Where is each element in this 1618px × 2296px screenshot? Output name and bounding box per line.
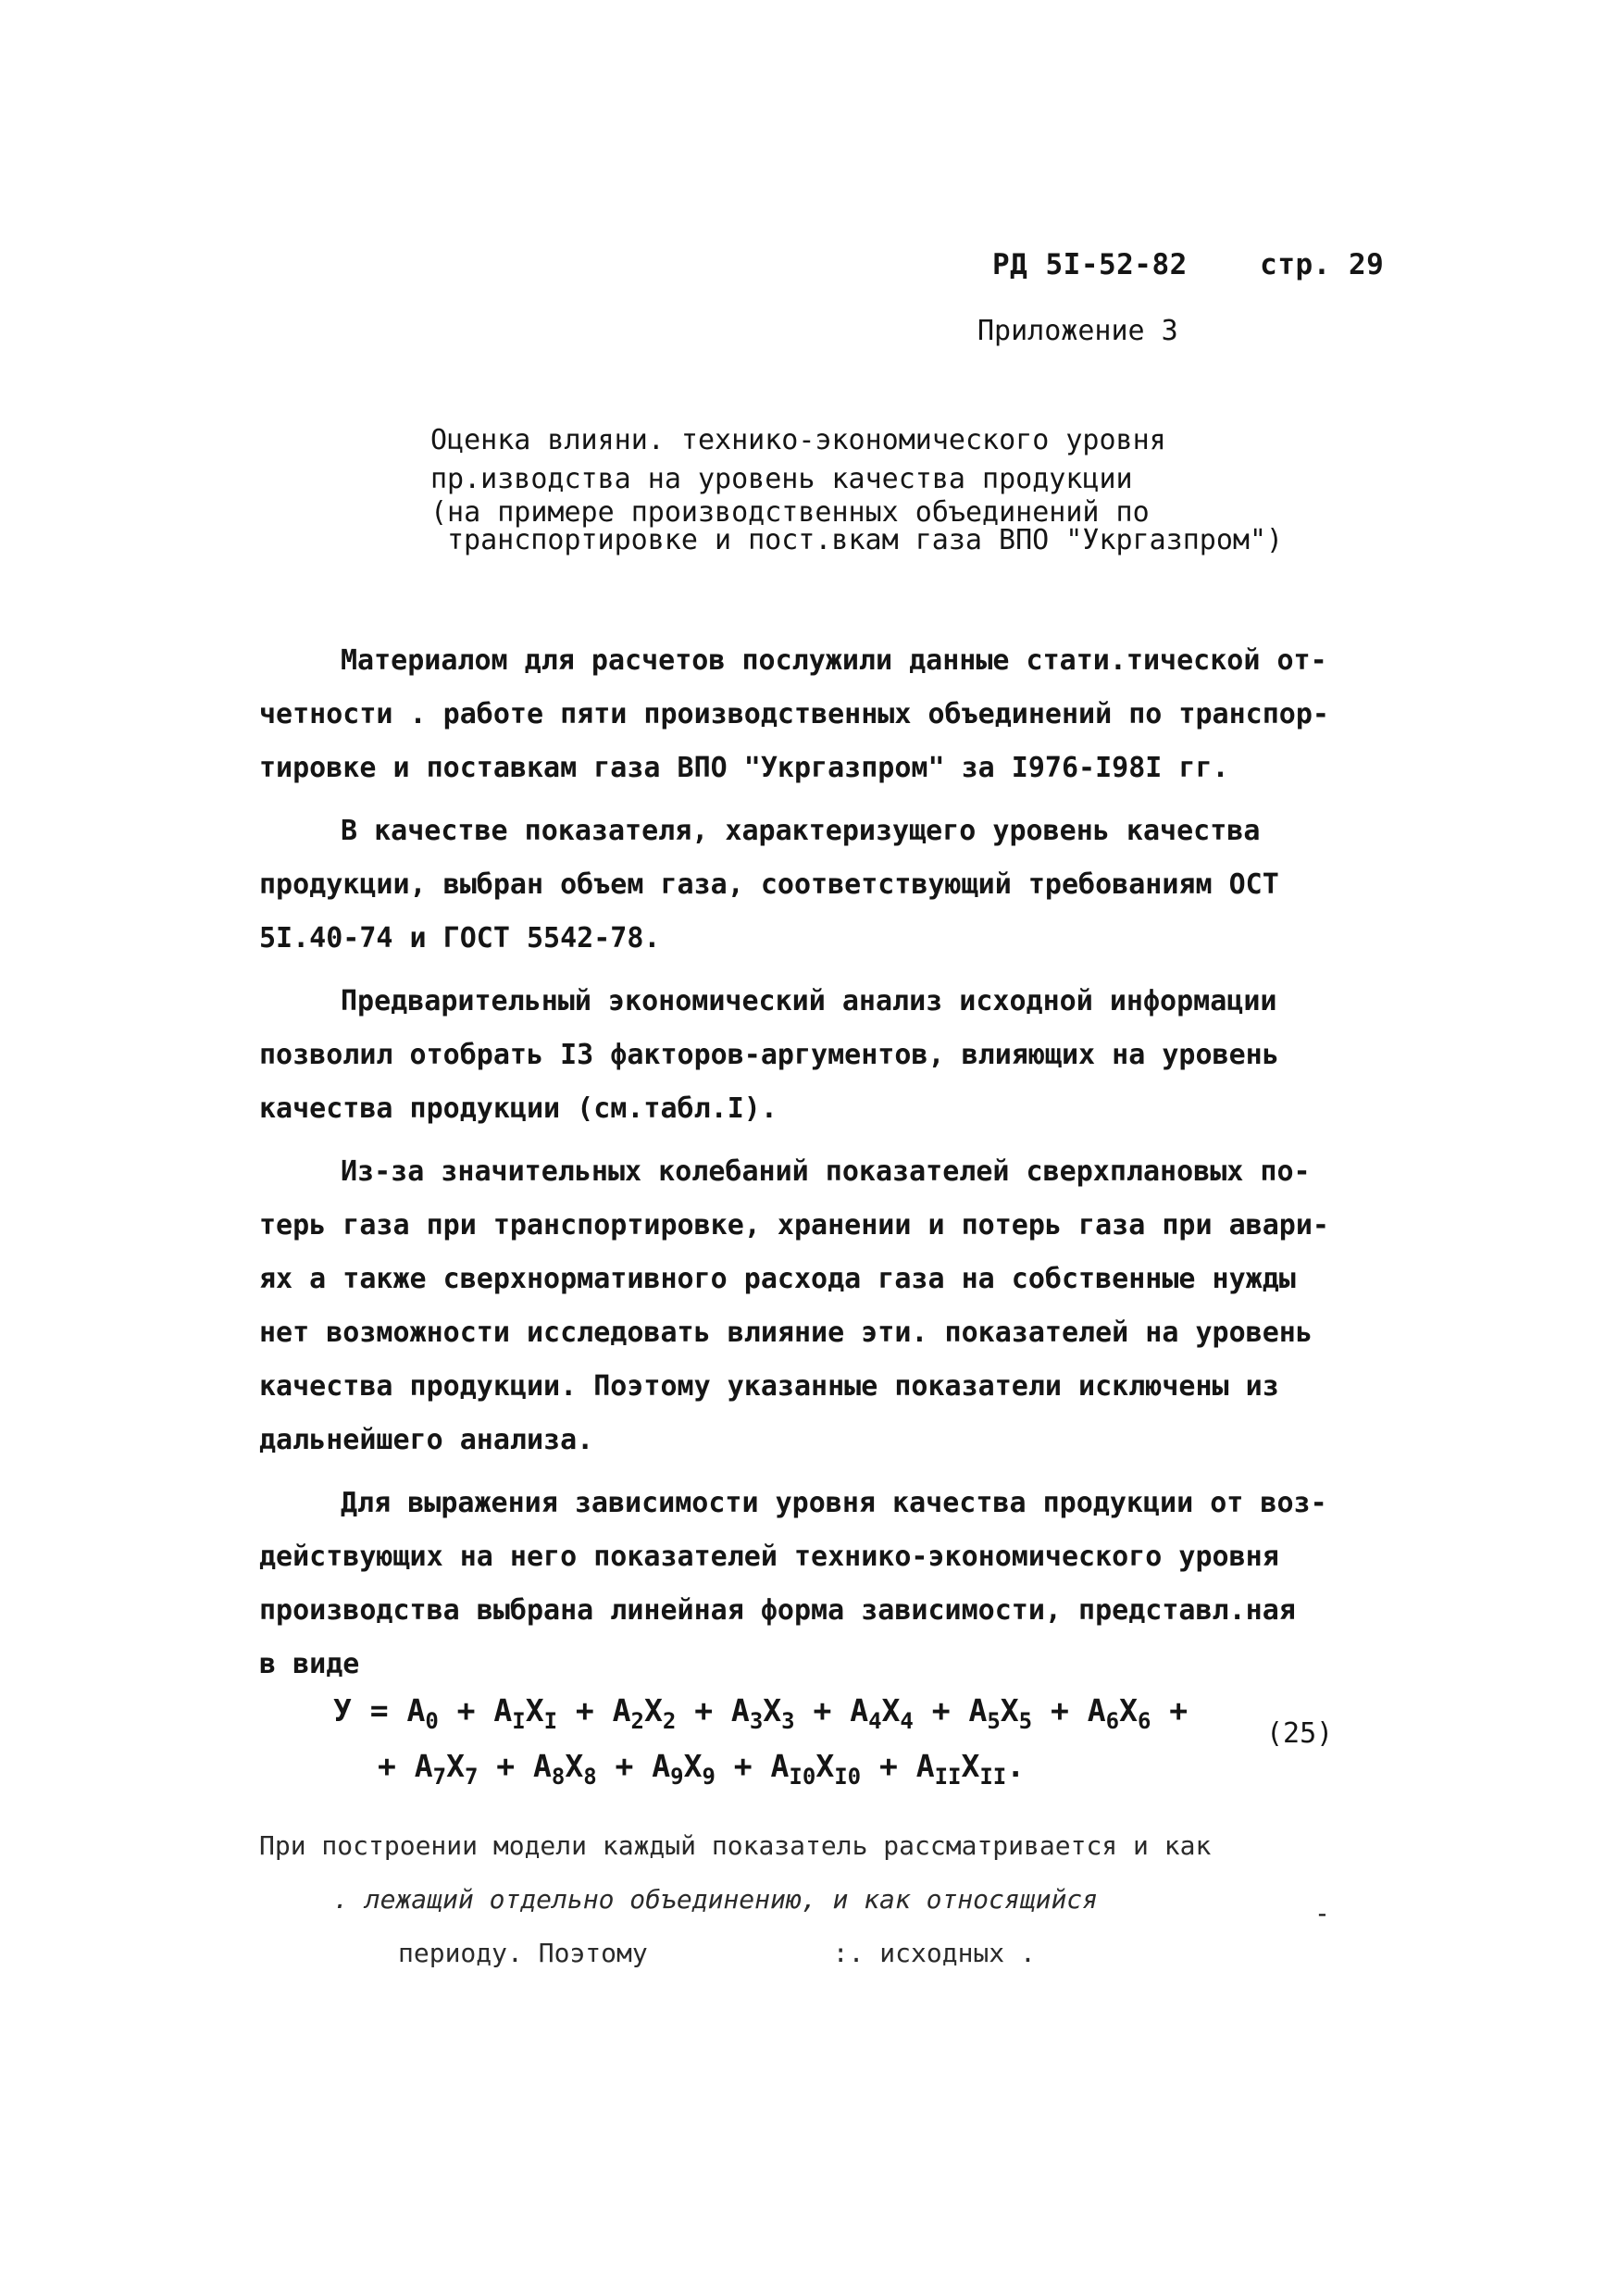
text-fragment: :. исходных [832, 1938, 1005, 1968]
text-fragment: периоду. Поэтому [398, 1938, 648, 1968]
text-line: дальнейшего анализа. [259, 1424, 594, 1456]
text-line: Из-за значительных колебаний показателей сверхплановых по- [341, 1155, 1311, 1188]
text-line: терь газа при транспортировке, хранении и потерь газа при авари- [259, 1209, 1329, 1242]
text-line: Для выражения зависимости уровня качества продукции от воз- [341, 1487, 1327, 1519]
title-line-3: (на примере производственных объединений по [430, 496, 1150, 529]
text-line: нет возможности исследовать влияние эти. показателей на уровень [259, 1316, 1313, 1349]
equation-number: (25) [1266, 1717, 1334, 1750]
text-line [259, 1927, 1351, 1980]
text-line: качества продукции. Поэтому указанные показатели исключены из [259, 1370, 1279, 1403]
title-line-1: Оценка влияни. технико-экономического уровня [430, 424, 1166, 456]
paragraph-2 [259, 805, 1351, 966]
paragraph-4 [259, 1145, 1351, 1467]
paragraph-1 [259, 634, 1351, 795]
text-line: производства выбрана линейная форма зависимости, представл.ная [259, 1594, 1296, 1627]
regression-formula [333, 1683, 1370, 1794]
formula-line-2: + $A_7X_7 + A_8X_8 + A_9X_9 + A_{I0}X_{I0} + A_{II}X_{II}$. [378, 1748, 1026, 1790]
text-line: 5I.40-74 и ГОСТ 5542-78. [259, 922, 661, 955]
text-fragment: . [1020, 1938, 1036, 1968]
title-line-4: транспортировке и пост.вкам газа ВПО "Укргазпром") [447, 524, 1284, 556]
text-line: позволил отобрать I3 факторов-аргументов, влияющих на уровень [259, 1039, 1279, 1071]
text-line: тировке и поставкам газа ВПО "Укргазпром" за I976-I98I гг. [259, 752, 1229, 784]
text-line: в виде [259, 1648, 360, 1680]
paragraph-5 [259, 1477, 1351, 1691]
page-header [992, 248, 1384, 281]
paragraph-3 [259, 975, 1351, 1136]
text-line: четности . работе пяти производственных объединений по транспор- [259, 698, 1329, 730]
section-title [430, 421, 1356, 555]
text-line: Материалом для расчетов послужили данные стати.тической от- [341, 644, 1327, 677]
text-line: При построении модели каждый показатель рассматривается и как [259, 1830, 1212, 1861]
line-end-dash: - [1314, 1898, 1330, 1928]
document-code: РД 5I-52-82 [992, 248, 1188, 281]
body-text [259, 634, 1351, 1701]
text-line: качества продукции (см.табл.I). [259, 1092, 778, 1125]
appendix-label: Приложение 3 [977, 315, 1178, 347]
title-line-2: пр.изводства на уровень качества продукции [430, 463, 1133, 495]
page-number: стр. 29 [1260, 248, 1385, 281]
text-line: продукции, выбран объем газа, соответствующий требованиям ОСТ [259, 868, 1279, 901]
text-line: действующих на него показателей технико-экономического уровня [259, 1541, 1279, 1573]
formula-line-1: $У = A_0 + A_IX_I + A_2X_2 + A_3X_3 + A_4X_4 + A_5X_5 + A_6X_6$ + [333, 1692, 1189, 1734]
text-line: ях а также сверхнормативного расхода газа на собственные нужды [259, 1263, 1296, 1295]
text-line: . лежащий отдельно объединению, и как относящийся [333, 1884, 1099, 1915]
text-line: Предварительный экономический анализ исходной информации [341, 985, 1277, 1017]
partial-text [259, 1819, 1351, 1980]
text-line: В качестве показателя, характеризущего уровень качества [341, 815, 1261, 847]
